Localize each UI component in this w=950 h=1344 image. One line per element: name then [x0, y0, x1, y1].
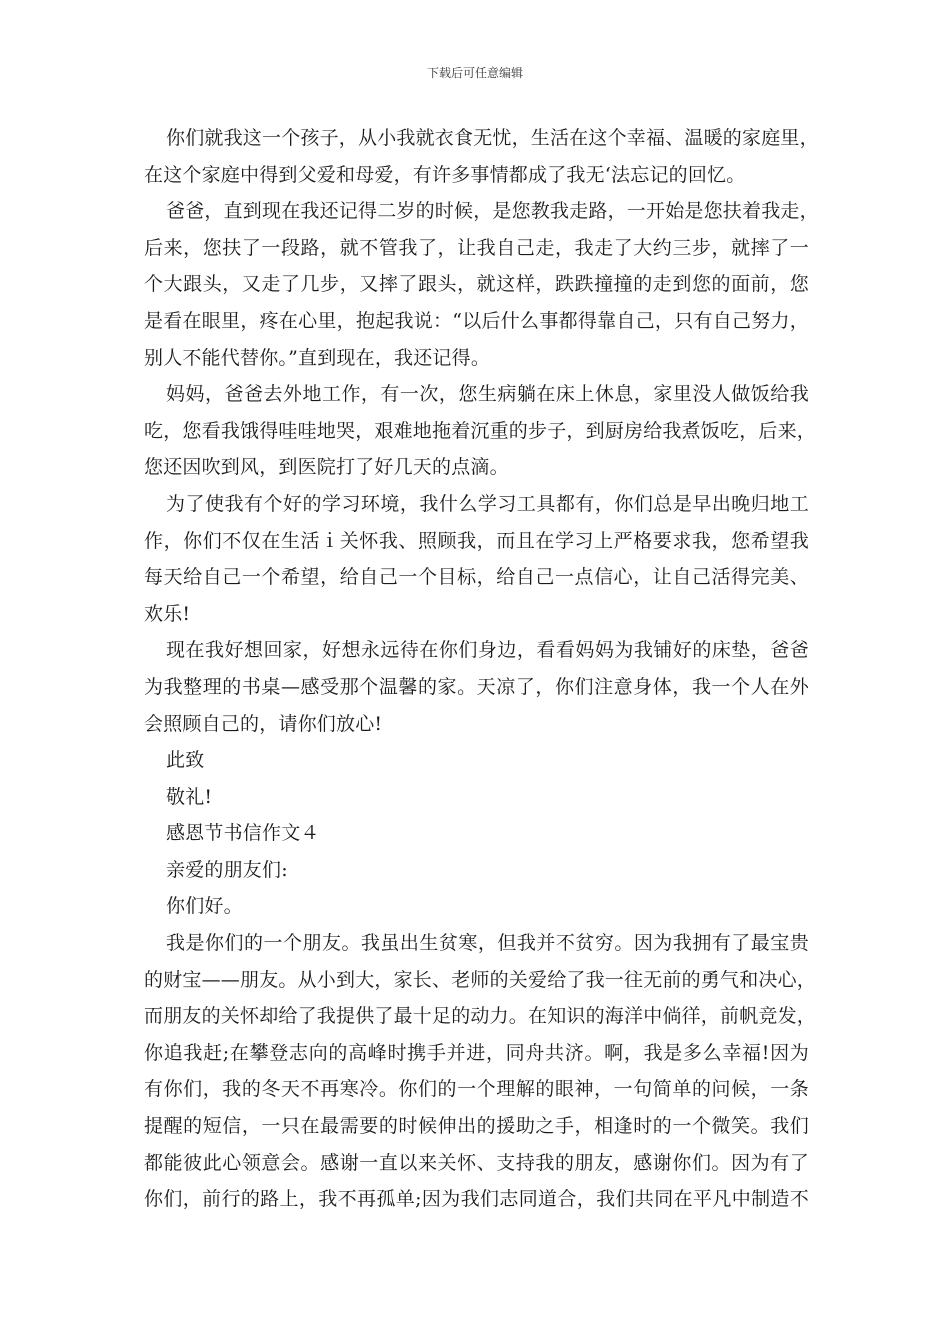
text-line: 吃，您看我饿得哇哇地哭，艰难地拖着沉重的步子，到厨房给我煮饭吃，后来， [144, 419, 817, 442]
text-line: 你们，前行的路上，我不再孤单;因为我们志同道合，我们共同在平凡中制造不 [144, 1188, 809, 1211]
text-line: 此致 [166, 749, 205, 772]
text-line: 欢乐! [144, 602, 191, 625]
text-line: 的财宝——朋友。从小到大，家长、老师的关爱给了我一往无前的勇气和决心， [144, 968, 817, 991]
text-line: 后来，您扶了一段路，就不管我了，让我自己走，我走了大约三步，就摔了一 [144, 236, 809, 259]
text-line: 亲爱的朋友们: [166, 858, 288, 881]
text-line: 每天给自己一个希望，给自己一个目标，给自己一点信心，让自己活得完美、 [144, 566, 809, 589]
text-line: 你们就我这一个孩子，从小我就衣食无忧，生活在这个幸福、温暖的家庭里， [166, 127, 819, 149]
text-line: 现在我好想回家，好想永远待在你们身边，看看妈妈为我铺好的床垫，爸爸 [166, 639, 809, 662]
text-line: 是看在眼里，疼在心里，抱起我说：“以后什么事都得靠自己，只有自己努力， [144, 309, 809, 332]
text-line: 您还因吹到风，到医院打了好几天的点滴。 [144, 456, 509, 479]
text-line: 敬礼! [166, 785, 213, 808]
text-line: 爸爸，直到现在我还记得二岁的时候，是您教我走路，一开始是您扶着我走， [166, 200, 819, 223]
text-line: 你们好。 [166, 895, 243, 918]
text-line: 在这个家庭中得到父爱和母爱，有许多事情都成了我无‘法忘记的回忆。 [144, 163, 746, 186]
text-line: 感恩节书信作文４ [166, 822, 320, 845]
text-line: 作，你们不仅在生活ｉ关怀我、照顾我，而且在学习上严格要求我，您希望我 [144, 529, 809, 552]
text-line: 妈妈，爸爸去外地工作，有一次，您生病躺在床上休息，家里没人做饭给我 [166, 383, 809, 406]
text-line: 你追我赶;在攀登志向的高峰时携手并进，同舟共济。啊，我是多么幸福!因为 [144, 1041, 809, 1064]
text-line: 为了使我有个好的学习环境，我什么学习工具都有，你们总是早出晚归地工 [166, 492, 809, 515]
text-line: 为我整理的书桌—感受那个温馨的家。天凉了，你们注意身体，我一个人在外 [144, 675, 809, 698]
text-line: 而朋友的关怀却给了我提供了最十足的动力。在知识的海洋中倘徉，前帆竞发， [144, 1005, 817, 1028]
text-line: 别人不能代替你。”直到现在，我还记得。 [144, 346, 491, 369]
letter-body [144, 120, 819, 1218]
text-line: 个大跟头，又走了几步，又摔了跟头，就这样，跌跌撞撞的走到您的面前，您 [144, 273, 809, 296]
text-line: 提醒的短信，一只在最需要的时候伸出的援助之手，相逢时的一个微笑。我们 [144, 1115, 809, 1138]
text-line: 会照顾自己的，请你们放心! [144, 712, 383, 735]
text-line: 我是你们的一个朋友。我虽出生贫寒，但我并不贫穷。因为我拥有了最宝贵 [166, 932, 809, 955]
page-header-note: 下载后可任意编辑 [426, 66, 523, 80]
text-line: 都能彼此心领意会。感谢一直以来关怀、支持我的朋友，感谢你们。因为有了 [144, 1151, 809, 1174]
text-line: 有你们，我的冬天不再寒冷。你们的一个理解的眼神，一句简单的问候，一条 [144, 1078, 809, 1101]
